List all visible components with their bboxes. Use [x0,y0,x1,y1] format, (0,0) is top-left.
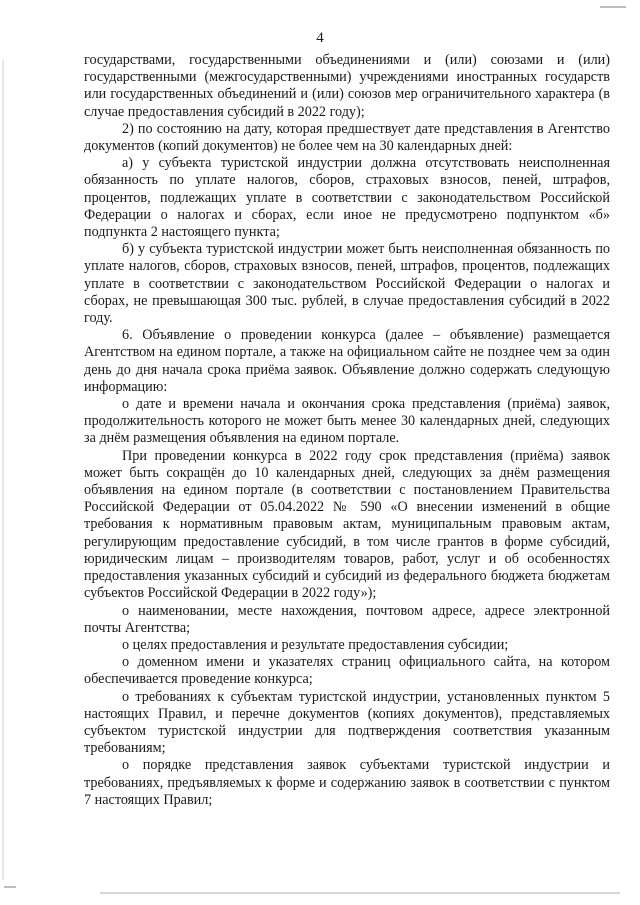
paragraph-5: 6. Объявление о проведении конкурса (далее – объявление) размещается Агентством на едином портале, а также на официальном сайте не позднее чем за один день до дня начала срока приёма заявок. Объявление должно содержать следующую информацию: [84,327,610,395]
document-body [84,52,610,809]
page-number: 4 [316,30,324,46]
paragraph-6: о дате и времени начала и окончания срока представления (приёма) заявок, продолжительность которого не может быть менее 30 календарных дней, следующих за днём размещения объявления на едином портале. [84,396,610,447]
paragraph-7: При проведении конкурса в 2022 году срок представления (приёма) заявок может быть сокращён до 10 календарных дней, следующих за днём размещения объявления на едином портале (в соответствии с постановлением Правительства Российской Федерации от 05.04.2022 № 590 «О внесении изменений в общие требования к нормативным правовым актам, муниципальным правовым актам, регулирующим предоставление субсидий, в том числе грантов в форме субсидий, юридическим лицам – производителям товаров, работ, услуг и об особенностях предоставления указанных субсидий и субсидий из федерального бюджета бюджетам субъектов Российской Федерации в 2022 году»); [84,447,610,602]
scan-edge-bottom [100,892,620,894]
paragraph-10: о доменном имени и указателях страниц официального сайта, на котором обеспечивается проведение конкурса; [84,654,610,688]
scan-edge-bottom-left [4,886,16,888]
paragraph-4: б) у субъекта туристской индустрии может быть неисполненная обязанность по уплате налогов, сборов, страховых взносов, пеней, штрафов, процентов, подлежащих уплате в соответствии с законодательством Российской Федерации о налогах и сборах, не превышающая 300 тыс. рублей, в случае предоставления субсидий в 2022 году. [84,241,610,327]
paragraph-12: о порядке представления заявок субъектами туристской индустрии и требованиях, предъявляемых к форме и содержанию заявок в соответствии с пунктом 7 настоящих Правил; [84,757,610,808]
paragraph-3: а) у субъекта туристской индустрии должна отсутствовать неисполненная обязанность по уплате налогов, сборов, страховых взносов, пеней, штрафов, процентов, подлежащих уплате в соответствии с законодательством Российской Федерации о налогах и сборах, если иное не предусмотрено подпунктом «б» подпункта 2 настоящего пункта; [84,155,610,241]
scan-edge-left [2,60,4,880]
paragraph-2: 2) по состоянию на дату, которая предшествует дате представления в Агентство документов (копий документов) не более чем на 30 календарных дней: [84,120,610,155]
paragraph-11: о требованиях к субъектам туристской индустрии, установленных пунктом 5 настоящих Правил, и перечне документов (копиях документов), представляемых субъектом туристской индустрии для подтверждения соответствия указанным требованиям; [84,688,610,757]
paragraph-9: о целях предоставления и результате предоставления субсидии; [122,636,509,653]
paragraph-1: государствами, государственными объединениями и (или) союзами и (или) государственными (межгосударственными) учреждениями иностранных государств или государственных объединений и (или) союзов мер ограничительного характера (в случае предоставления субсидий в 2022 году); [84,52,610,120]
scan-edge-top [600,6,626,8]
paragraph-8: о наименовании, месте нахождения, почтовом адресе, адресе электронной почты Агентства; [84,602,610,636]
